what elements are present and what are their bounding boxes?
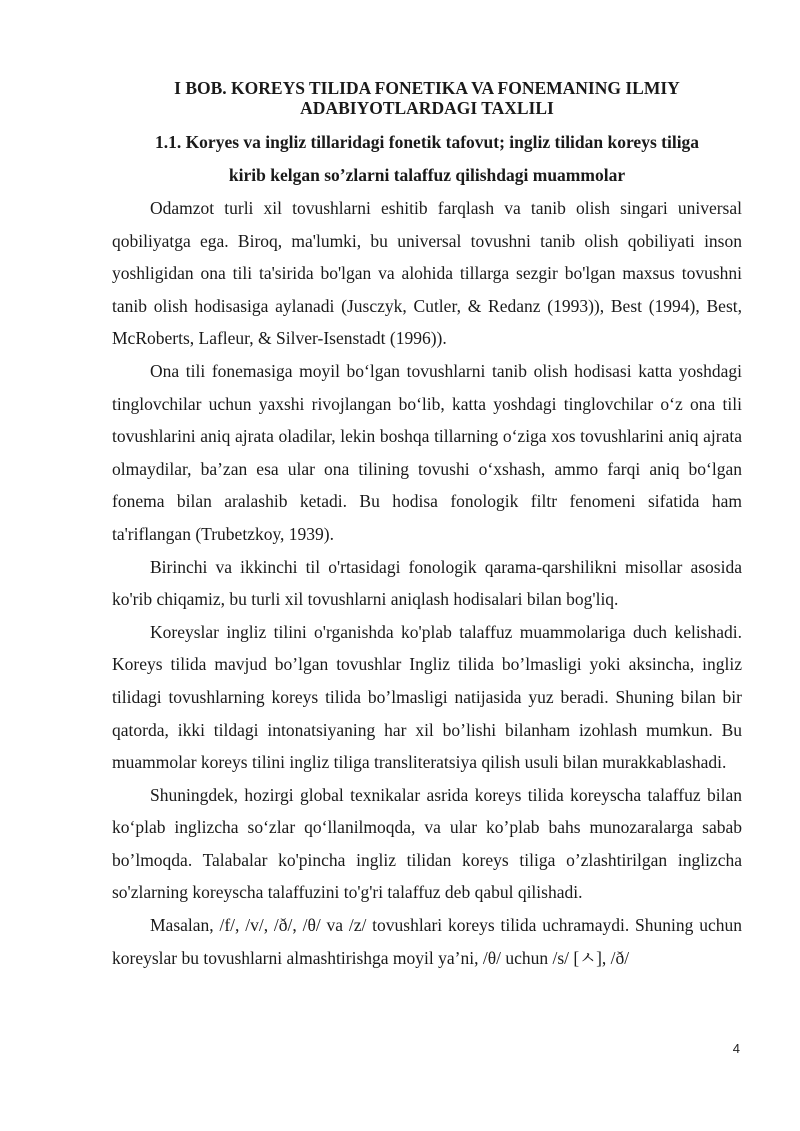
section-title-line-1: 1.1. Koryes va ingliz tillaridagi fonetik tafovut; ingliz tilidan koreys tiliga <box>154 132 700 152</box>
page-number: 4 <box>732 1041 740 1056</box>
paragraph-1: Odamzot turli xil tovushlarni eshitib farqlash va tanib olish singari universal qobiliyatga ega. Biroq, ma'lumki, bu universal tovushni tanib olish qobiliyati inson yoshligidan ona tili ta'sirida bo'lgan va alohida tillarga sezgir bo'lgan maxsus tovushni tanib olish hodisasiga aylanadi (Jusczyk, Cutler, & Redanz (1993)), Best (1994), Best, McRoberts, Lafleur, & Silver-Isenstadt (1996)). <box>112 198 742 349</box>
chapter-title <box>112 78 742 118</box>
paragraph-6: Masalan, /f/, /v/, /ð/, /θ/ va /z/ tovushlari koreys tilida uchramaydi. Shuning uchun koreyslar bu tovushlarni almashtirishga moyil ya’ni, /θ/ uchun /s/ [ㅅ], /ð/ <box>112 915 742 968</box>
paragraph-5: Shuningdek, hozirgi global texnikalar asrida koreys tilida koreyscha talaffuz bilan ko‘plab inglizcha so‘zlar qo‘llanilmoqda, va ular ko’plab bahs munozaralarga sabab bo’lmoqda. Talabalar ko'pincha ingliz tilidan koreys tiliga o’zlashtirilgan inglizcha so'zlarning koreyscha talaffuzini to'g'ri talaffuz deb qabul qilishadi. <box>112 784 742 903</box>
chapter-title-line-2: ADABIYOTLARDAGI TAXLILI <box>300 98 554 118</box>
section-title <box>112 126 742 192</box>
document-page <box>112 78 742 974</box>
paragraph-3: Birinchi va ikkinchi til o'rtasidagi fonologik qarama-qarshilikni misollar asosida ko'rib chiqamiz, bu turli xil tovushlarni aniqlash hodisalari bilan bog'liq. <box>112 556 742 610</box>
section-title-line-2: kirib kelgan so’zlarni talaffuz qilishdagi muammolar <box>228 165 626 185</box>
paragraph-2: Ona tili fonemasiga moyil bo‘lgan tovushlarni tanib olish hodisasi katta yoshdagi tinglovchilar uchun yaxshi rivojlangan bo‘lib, katta yoshdagi tinglovchilar o‘z ona tili tovushlarini aniq ajrata oladilar, lekin boshqa tillarning o‘ziga xos tovushlarini aniq ajrata olmaydilar, ba’zan esa ular ona tilining tovushi o‘xshash, ammo farqi aniq bo‘lgan fonema bilan aralashib ketadi. Bu hodisa fonologik filtr fenomeni sifatida ham ta'riflangan (Trubetzkoy, 1939). <box>112 360 742 544</box>
paragraph-4: Koreyslar ingliz tilini o'rganishda ko'plab talaffuz muammolariga duch kelishadi. Koreys tilida mavjud bo’lgan tovushlar Ingliz tilida bo’lmasligi yoki aksincha, ingliz tilidagi tovushlarning koreys tilida bo’lmasligi natijasida yuz beradi. Shuning bilan bir qatorda, ikki tildagi intonatsiyaning har xil bo’lishi bilanham izohlash mumkun. Bu muammolar koreys tilini ingliz tiliga transliteratsiya qilish usuli bilan murakkablashadi. <box>112 621 742 773</box>
chapter-title-line-1: I BOB. KOREYS TILIDA FONETIKA VA FONEMANING ILMIY <box>174 78 680 98</box>
